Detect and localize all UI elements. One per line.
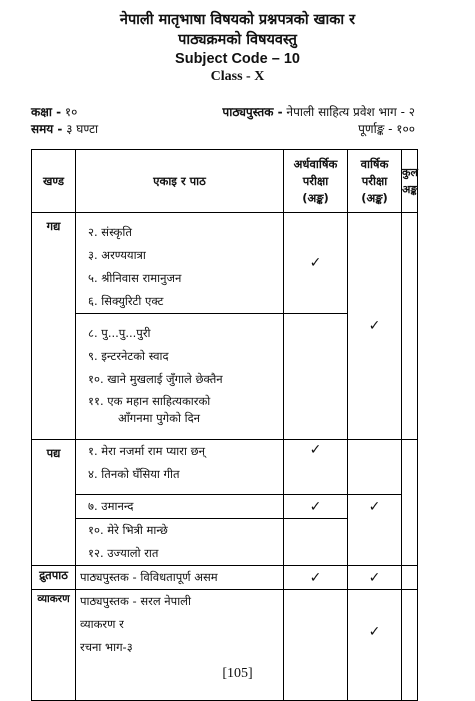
header-annual-line3: (अङ्क) [361, 190, 388, 205]
header-total-line2: अङ्क [402, 183, 418, 196]
title-line-1: नेपाली मातृभाषा विषयको प्रश्नपत्रको खाका र [119, 12, 356, 28]
grade-label: कक्षा - [31, 105, 62, 119]
textbook-label: पाठ्यपुस्तक - [222, 105, 283, 119]
section-padya: पद्य [32, 440, 76, 566]
header-halfyearly [284, 150, 348, 213]
padya-annual-tick: ✓ [348, 495, 402, 566]
padya-group3-halfyearly [284, 519, 348, 566]
drutpath-annual-tick: ✓ [348, 566, 402, 590]
list-item: १. मेरा नजर्मा राम प्यारा छन् [88, 444, 206, 458]
padya-group3-cell [76, 519, 284, 566]
subject-code: Subject Code – 10 [175, 51, 300, 67]
vyakaran-halfyearly [284, 590, 348, 701]
list-item: ५. श्रीनिवास रामानुजन [88, 271, 182, 285]
padya-group2-cell [76, 495, 284, 519]
section-vyakaran: व्याकरण [32, 590, 76, 701]
header-unit: एकाइ र पाठ [76, 150, 284, 213]
header-halfyearly-line1: अर्धवार्षिक [293, 156, 338, 171]
fullmarks-line [358, 122, 415, 137]
padya-group1-annual [348, 440, 402, 495]
table-row-drutpath [32, 566, 418, 590]
gadya-total [402, 213, 418, 440]
page-number: [105] [222, 666, 253, 681]
header-total-line1: कुल [402, 166, 418, 179]
vyakaran-annual-tick: ✓ [348, 590, 402, 701]
table-header-row [32, 150, 418, 213]
class-label: Class - X [210, 69, 265, 84]
list-item: १०. मेरे भित्री मान्छे [88, 523, 168, 537]
list-item: ७. उमानन्द [88, 499, 134, 513]
header-annual [348, 150, 402, 213]
list-item: १२. उज्यालो रात [88, 546, 159, 560]
padya-group1-cell [76, 440, 284, 495]
time-line [31, 122, 98, 137]
vyakaran-cell [76, 590, 284, 701]
gadya-group1-cell [76, 213, 284, 314]
drutpath-cell [76, 566, 284, 590]
header-halfyearly-line3: (अङ्क) [302, 190, 329, 205]
table-row-gadya-1 [32, 213, 418, 314]
list-item-line2: आँगनमा पुगेको दिन [118, 411, 201, 425]
drutpath-total [402, 566, 418, 590]
list-item: पाठ्यपुस्तक - विविधतापूर्ण असम [80, 570, 218, 584]
list-item: २. संस्कृति [88, 225, 132, 239]
table-row-padya-2 [32, 495, 418, 519]
list-item-line1: ११. एक महान साहित्यकारको [88, 394, 211, 408]
header-halfyearly-line2: परीक्षा [302, 173, 329, 188]
textbook-line [222, 105, 415, 120]
time-label: समय - [31, 122, 63, 136]
syllabus-table [31, 149, 418, 701]
gadya-halfyearly-tick: ✓ [284, 213, 348, 314]
list-item: ६. सिक्युरिटी एक्ट [88, 294, 164, 308]
gadya-group2-cell [76, 314, 284, 440]
list-item [76, 391, 283, 431]
list-item: व्याकरण र [80, 617, 124, 631]
gadya-group2-halfyearly [284, 314, 348, 440]
grade-line [31, 105, 77, 120]
document-title-block [0, 10, 475, 86]
padya-total [402, 440, 418, 566]
padya-group1-halfyearly-tick: ✓ [284, 440, 348, 495]
list-item: १०. खाने मुखलाई जुँगाले छेक्तैन [88, 372, 223, 386]
section-gadya: गद्य [32, 213, 76, 440]
textbook-value: नेपाली साहित्य प्रवेश भाग - २ [286, 105, 415, 119]
time-value: ३ घण्टा [66, 122, 99, 136]
vyakaran-total [402, 590, 418, 701]
padya-group2-halfyearly-tick: ✓ [284, 495, 348, 519]
section-drutpath: द्रुतपाठ [32, 566, 76, 590]
table-row-vyakaran [32, 590, 418, 701]
fullmarks-label: पूर्णाङ्क - [358, 122, 393, 136]
list-item: ९. इन्टरनेटको स्वाद [88, 349, 169, 363]
header-annual-line2: परीक्षा [361, 173, 388, 188]
list-item: पाठ्यपुस्तक - सरल नेपाली [80, 594, 191, 608]
title-line-2: पाठ्यक्रमको विषयवस्तु [178, 32, 297, 48]
header-section: खण्ड [32, 150, 76, 213]
table-row-padya-1 [32, 440, 418, 495]
list-item: ८. पु...पु...पुरी [88, 326, 151, 340]
header-annual-line1: वार्षिक [360, 156, 389, 171]
fullmarks-value: १०० [396, 122, 415, 136]
gadya-annual-tick: ✓ [348, 213, 402, 440]
drutpath-halfyearly-tick: ✓ [284, 566, 348, 590]
list-item: ३. अरण्ययात्रा [88, 248, 146, 262]
list-item: ४. तिनको घँसिया गीत [88, 467, 180, 481]
grade-value: १० [64, 105, 78, 119]
header-total [402, 150, 418, 213]
list-item: रचना भाग-३ [80, 640, 133, 654]
